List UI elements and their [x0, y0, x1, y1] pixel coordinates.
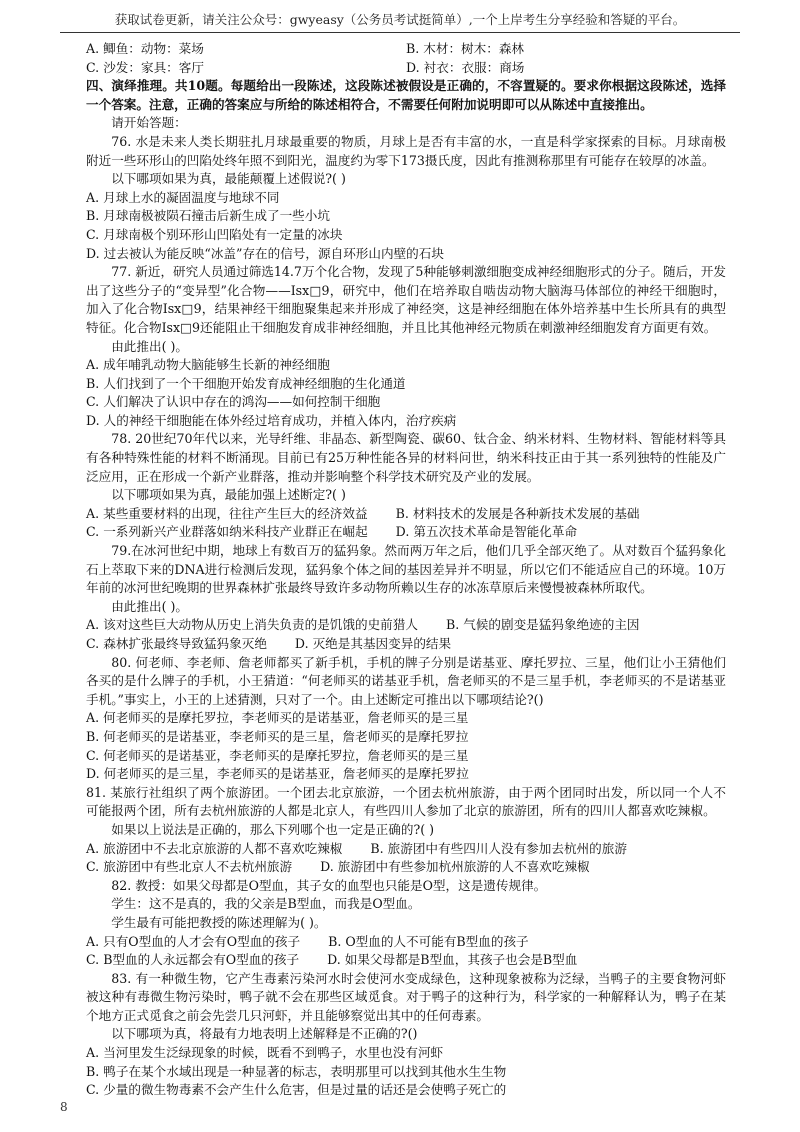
question-77-stem: 77. 新近，研究人员通过筛选14.7万个化合物，发现了5种能够刺激细胞变成神经细胞形式的分子。随后，开发出了这些分子的“变异型”化合物——Isx□9，研究中，他们在培养取自啮齿动物大脑海马体部位的神经干细胞时，加入了化合物Isx□9，结果神经干细胞聚集起来并形成了神经突，这是神经细胞在体外培养基中生长所具有的典型特征。化合物Isx□9还能阻止干细胞发育成非神经细胞，并且比其他神经元物质在刺激神经细胞发育方面更有效。 — [86, 264, 726, 335]
question-78-option-b: B. 材料技术的发展是各种新技术发展的基础 — [395, 505, 640, 521]
question-81-option-c: C. 旅游团中有些北京人不去杭州旅游 — [86, 859, 293, 875]
question-82-stem: 82. 教授：如果父母都是O型血，其子女的血型也只能是O型，这是遗传规律。 — [111, 877, 547, 893]
question-78-prompt: 以下哪项如果为真，最能加强上述断定?( ) — [111, 487, 346, 503]
question-79-options-row-2 — [86, 635, 726, 654]
question-78-option-c: C. 一系列新兴产业群落如纳米科技产业群正在崛起 — [86, 524, 368, 540]
question-83-option-c: C. 少量的微生物毒素不会产生什么危害，但是过量的话还是会使鸭子死亡的 — [86, 1082, 507, 1098]
question-79-options-row-1 — [86, 616, 726, 635]
question-82-options-row-2 — [86, 951, 726, 970]
question-76-option-c: C. 月球南极个别环形山凹陷处有一定量的冰块 — [86, 226, 343, 242]
question-79-option-d: D. 灭绝是其基因变异的结果 — [294, 636, 452, 651]
question-78-stem: 78. 20世纪70年代以来，光导纤维、非晶态、新型陶瓷、碳60、钛合金、纳米材料、生物材料、智能材料等具有各种特殊性能的材料不断涌现。目前已有25万种性能各异的材料问世，纳米科技正由于其一系列独特的性能及广泛应用，正在形成一个新产业群落，推动并影响整个科学技术研究及产业的发展。 — [86, 431, 726, 484]
question-79-stem: 79.在冰河世纪中期，地球上有数百万的猛犸象。然而两万年之后，他们几乎全部灭绝了。从对数百个猛犸象化石上萃取下来的DNA进行检测后发现，猛犸象个体之间的基因差异并不明显，所以它们不能适应自己的环境。10万年前的冰河世纪晚期的世界森林扩张最终导致许多动物所赖以生存的冰冻草原后来慢慢被森林所取代。 — [86, 543, 726, 596]
question-76-prompt: 以下哪项如果为真，最能颠覆上述假说?( ) — [111, 171, 346, 187]
question-76-option-a: A. 月球上水的凝固温度与地球不同 — [86, 189, 280, 205]
section-start: 请开始答题： — [111, 115, 187, 131]
page-number: 8 — [60, 1100, 68, 1114]
prev-options-row-2 — [86, 59, 726, 78]
question-82-option-b: B. O型血的人不可能有B型血的孩子 — [328, 933, 529, 949]
page-body — [86, 40, 726, 1100]
question-79-option-c: C. 森林扩张最终导致猛犸象灭绝 — [86, 636, 267, 651]
question-77-option-b: B. 人们找到了一个干细胞开始发育成神经细胞的生化通道 — [86, 375, 406, 391]
question-76-option-b: B. 月球南极被陨石撞击后新生成了一些小坑 — [86, 208, 330, 224]
option-b: B. 木材：树木：森林 — [406, 41, 525, 56]
question-77-prompt: 由此推出( )。 — [111, 338, 188, 354]
option-c: C. 沙发：家具：客厅 — [86, 59, 204, 75]
section-heading: 四、演绎推理。共10题。每题给出一段陈述，这段陈述被假设是正确的，不容置疑的。要求你根据这段陈述，选择一个答案。注意，正确的答案应与所给的陈述相符合，不需要任何附加说明即可以从陈述中直接推出。 — [86, 78, 726, 112]
question-78-option-a: A. 某些重要材料的出现，往往产生巨大的经济效益 — [86, 505, 368, 521]
question-80-option-b: B. 何老师买的是诺基亚，李老师买的是三星，詹老师买的是摩托罗拉 — [86, 728, 469, 744]
question-81-prompt: 如果以上说法是正确的，那么下列哪个也一定是正确的?( ) — [111, 821, 435, 837]
question-78-options-row-2 — [86, 523, 726, 542]
question-83-option-a: A. 当河里发生泛绿现象的时候，既看不到鸭子，水里也没有河虾 — [86, 1045, 444, 1061]
question-81-option-b: B. 旅游团中有些四川人没有参加去杭州的旅游 — [370, 840, 627, 856]
question-80-option-c: C. 何老师买的是诺基亚，李老师买的是摩托罗拉，詹老师买的是三星 — [86, 747, 469, 763]
question-79-option-b: B. 气候的剧变是猛犸象绝迹的主因 — [445, 617, 640, 633]
question-79-option-a: A. 该对这些巨大动物从历史上消失负责的是饥饿的史前猎人 — [86, 617, 418, 633]
question-79-prompt: 由此推出( )。 — [111, 598, 188, 614]
question-78-options-row-1 — [86, 505, 726, 524]
question-82-option-c: C. B型血的人永远都会有O型血的孩子 — [86, 952, 300, 968]
page-header: 获取试卷更新，请关注公众号：gwyeasy（公务员考试挺简单）,一个上岸考生分享经验和答疑的平台。 — [60, 10, 740, 33]
question-81-option-a: A. 旅游团中不去北京旅游的人都不喜欢吃辣椒 — [86, 840, 343, 856]
question-81-option-d: D. 旅游团中有些参加杭州旅游的人不喜欢吃辣椒 — [320, 859, 590, 875]
question-81-options-row-1 — [86, 840, 726, 859]
prev-options-row-1 — [86, 40, 726, 59]
question-80-option-a: A. 何老师买的是摩托罗拉，李老师买的是诺基亚，詹老师买的是三星 — [86, 710, 469, 726]
question-78-option-d: D. 第五次技术革命是智能化革命 — [395, 524, 578, 540]
question-83-stem: 83. 有一种微生物，它产生毒素污染河水时会使河水变成绿色，这种现象被称为泛绿，当鸭子的主要食物河虾被这种有毒微生物污染时，鸭子就不会在那些区域觅食。对于鸭子的这种行为，科学家的一种解释认为，鸭子在某个地方正式觅食之前会先尝几只河虾，并且能够察觉出其中的任何毒素。 — [86, 970, 726, 1023]
question-81-options-row-2 — [86, 858, 726, 877]
question-82-option-d: D. 如果父母都是B型血，其孩子也会是B型血 — [327, 952, 578, 968]
question-83-prompt: 以下哪项为真，将最有力地表明上述解释是不正确的?() — [111, 1026, 418, 1042]
question-80-option-d: D. 何老师买的是三星，李老师买的是诺基亚，詹老师买的是摩托罗拉 — [86, 766, 469, 782]
question-82-prompt: 学生最有可能把教授的陈述理解为( )。 — [111, 914, 327, 930]
question-77-option-c: C. 人们解决了认识中存在的鸿沟——如何控制干细胞 — [86, 394, 381, 410]
question-76-stem: 76. 水是未来人类长期驻扎月球最重要的物质，月球上是否有丰富的水，一直是科学家探索的目标。月球南极附近一些环形山的凹陷处终年照不到阳光，温度约为零下173摄氏度，因此有推测称那里有可能存在较厚的冰盖。 — [86, 133, 726, 168]
question-83-option-b: B. 鸭子在某个水域出现是一种显著的标志，表明那里可以找到其他水生生物 — [86, 1063, 507, 1079]
question-82-student: 学生：这不是真的，我的父亲是B型血，而我是O型血。 — [111, 896, 421, 912]
question-81-stem: 81. 某旅行社组织了两个旅游团。一个团去北京旅游，一个团去杭州旅游，由于两个团同时出发，所以同一个人不可能报两个团，所有去杭州旅游的人都是北京人，有些四川人参加了北京的旅游团，所有的四川人都喜欢吃辣椒。 — [86, 784, 726, 819]
question-77-option-a: A. 成年哺乳动物大脑能够生长新的神经细胞 — [86, 357, 330, 373]
question-82-option-a: A. 只有O型血的人才会有O型血的孩子 — [86, 933, 301, 949]
option-d: D. 衬衣：衣服：商场 — [406, 59, 525, 75]
question-77-option-d: D. 人的神经干细胞能在体外经过培育成功，并植入体内，治疗疾病 — [86, 412, 457, 428]
question-80-stem: 80. 何老师、李老师、詹老师都买了新手机，手机的牌子分别是诺基亚、摩托罗拉、三星，他们让小王猜他们各买的是什么牌子的手机，小王猜道：“何老师买的诺基亚手机，詹老师买的不是三星手机，李老师买的不是诺基亚手机。”事实上，小王的上述猜测，只对了一个。由上述断定可推出以下哪项结论?() — [86, 654, 726, 707]
question-82-options-row-1 — [86, 933, 726, 952]
option-a: A. 鲫鱼：动物：菜场 — [86, 41, 204, 56]
question-76-option-d: D. 过去被认为能反映“冰盖”存在的信号，源自环形山内壁的石块 — [86, 245, 444, 261]
